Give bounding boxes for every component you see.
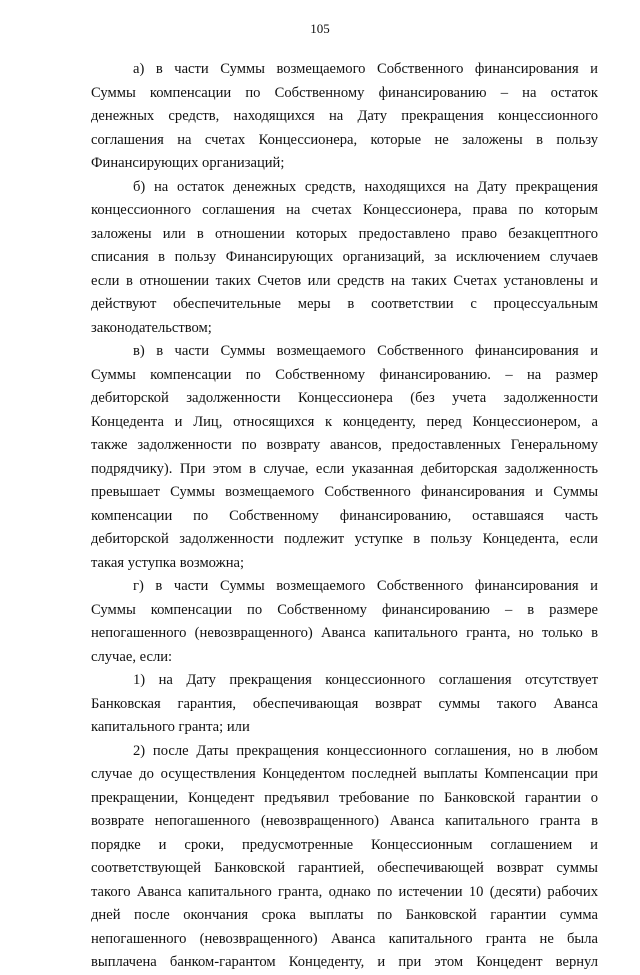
paragraph-line: 2) после Даты прекращения концессионного соглашения, но в любом xyxy=(133,742,598,759)
paragraph-line: дебиторской задолженности подлежит уступке в пользу Концедента, если xyxy=(91,531,598,547)
paragraph-line: действуют обеспечительные меры в соответствии с процессуальным xyxy=(91,296,598,312)
paragraph-line: дебиторской задолженности Концессионера (без учета задолженности xyxy=(91,390,598,406)
paragraph-line: такая уступка возможна; xyxy=(91,554,245,571)
paragraph-a xyxy=(91,58,598,176)
paragraph-line: возврате непогашенного (невозвращенного) Аванса капитального гранта в xyxy=(91,813,598,829)
paragraph-line: прекращении, Концедент предъявил требование по Банковской гарантии о xyxy=(91,789,598,806)
paragraph-line: капитального гранта; или xyxy=(91,719,250,735)
paragraph-g2 xyxy=(91,740,598,975)
paragraph-line: случае, если: xyxy=(91,648,173,665)
paragraph-line: Суммы компенсации по Собственному финансированию. – на размер xyxy=(91,366,598,383)
paragraph-line: а) в части Суммы возмещаемого Собственного финансирования и xyxy=(133,61,598,77)
paragraph-line: списания в пользу Финансирующих организаций, за исключением случаев xyxy=(91,249,598,265)
paragraph-line: заложены или в отношении которых предоставлено право безакцептного xyxy=(91,225,598,242)
page-number: 105 xyxy=(310,21,330,36)
paragraph-line: Суммы компенсации по Собственному финансированию – на остаток xyxy=(91,84,598,101)
paragraph-line: денежных средств, находящихся на Дату прекращения концессионного xyxy=(91,108,598,124)
paragraph-line: г) в части Суммы возмещаемого Собственного финансирования и xyxy=(133,578,598,594)
paragraph-line: случае до осуществления Концедентом последней выплаты Компенсации при xyxy=(91,766,598,782)
paragraph-g xyxy=(91,575,598,669)
paragraph-line: соответствующей Банковской гарантией, обеспечивающей возврат суммы xyxy=(91,860,598,876)
paragraph-line: также задолженности по возврату авансов, предоставленных Генеральному xyxy=(91,437,598,453)
paragraph-line: концессионного соглашения на счетах Концессионера, права по которым xyxy=(91,202,598,218)
paragraph-line: в) в части Суммы возмещаемого Собственного финансирования и xyxy=(133,343,598,359)
paragraph-line: Банковская гарантия, обеспечивающая возврат суммы такого Аванса xyxy=(91,695,598,712)
paragraph-line: превышает Суммы возмещаемого Собственного финансирования и Суммы xyxy=(91,484,598,500)
paragraph-line: дней после окончания срока выплаты по Банковской гарантии сумма xyxy=(91,907,598,923)
paragraph-line: 1) на Дату прекращения концессионного соглашения отсутствует xyxy=(133,672,598,688)
paragraph-line: Концедента и Лиц, относящихся к концеденту, перед Концессионером, а xyxy=(91,413,598,430)
paragraph-line: если в отношении таких Счетов или средств на таких Счетах установлены и xyxy=(91,272,598,289)
paragraph-line: Суммы компенсации по Собственному финансированию – в размере xyxy=(91,601,598,618)
paragraph-line: Финансирующих организаций; xyxy=(91,155,285,171)
paragraph-line: такого Аванса капитального гранта, однако по истечении 10 (десяти) рабочих xyxy=(91,883,598,900)
paragraph-line: непогашенного (невозвращенного) Аванса капитального гранта, но только в xyxy=(91,625,598,641)
paragraph-line: законодательством; xyxy=(91,319,212,336)
document-body xyxy=(91,58,598,975)
paragraph-line: б) на остаток денежных средств, находящихся на Дату прекращения xyxy=(133,178,598,195)
paragraph-g1 xyxy=(91,669,598,740)
paragraph-line: компенсации по Собственному финансированию, оставшаяся часть xyxy=(91,507,598,524)
paragraph-line: порядке и сроки, предусмотренные Концессионным соглашением и xyxy=(91,836,598,853)
paragraph-line: соглашения на счетах Концессионера, которые не заложены в пользу xyxy=(91,131,598,148)
paragraph-b xyxy=(91,176,598,341)
paragraph-line: выплачена банком-гарантом Концеденту, и при этом Концедент вернул xyxy=(91,954,598,970)
paragraph-v xyxy=(91,340,598,575)
paragraph-line: подрядчику). При этом в случае, если указанная дебиторская задолженность xyxy=(91,460,598,477)
paragraph-line: непогашенного (невозвращенного) Аванса капитального гранта не была xyxy=(91,930,598,947)
